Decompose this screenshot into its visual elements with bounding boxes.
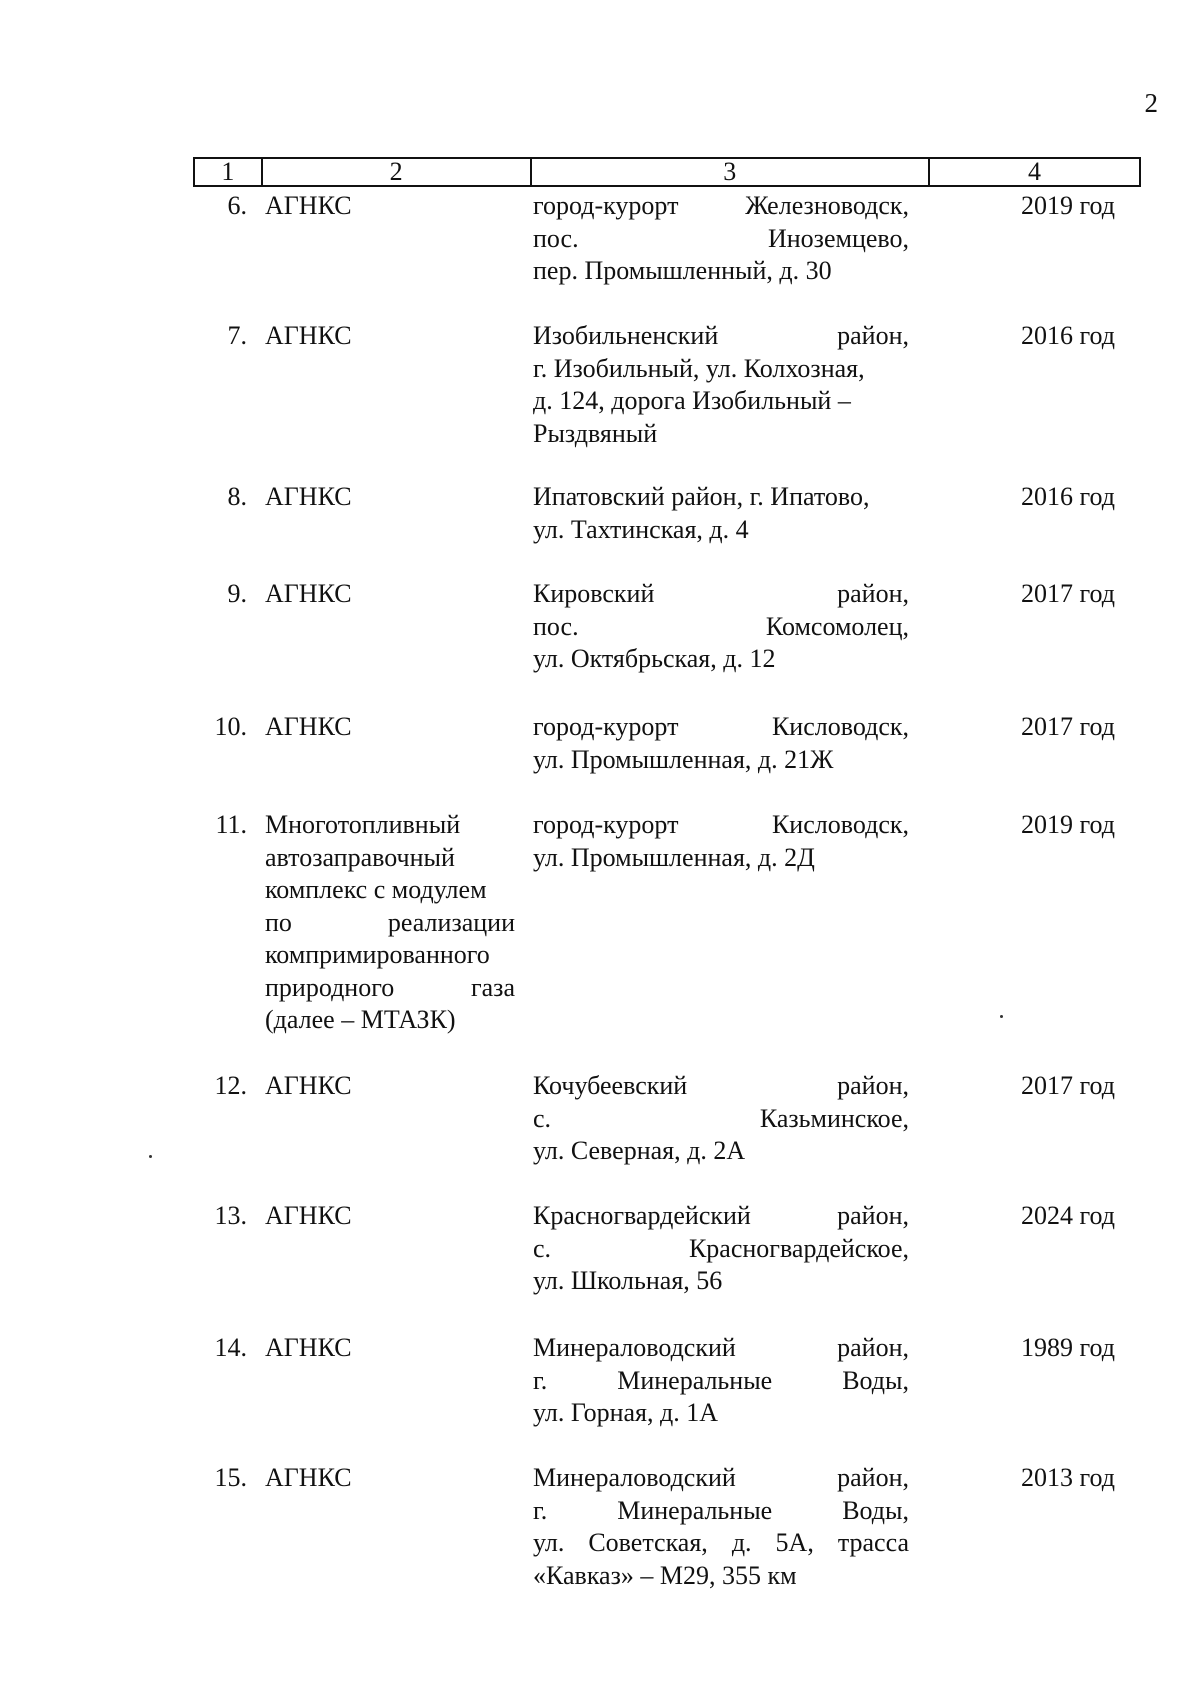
object-name-line: по реализации [265, 907, 515, 937]
address-word: район, [837, 1463, 909, 1492]
table-row [193, 809, 1151, 1037]
address-line [533, 1070, 909, 1103]
address-word: Красногвардейский [533, 1201, 751, 1230]
commissioning-year: 2013 год [1021, 1463, 1115, 1492]
address-word: район, [837, 321, 909, 350]
address-line [533, 190, 909, 223]
address-word: Изобильненский [533, 321, 719, 350]
scan-speck [149, 1155, 152, 1158]
address-word: ул. Северная, д. 2А [533, 1136, 746, 1165]
table-row [193, 190, 1151, 288]
object-name-line: АГНКС [265, 712, 352, 741]
address-line [533, 385, 909, 418]
object-address [515, 578, 915, 676]
address-word: Иноземцево, [767, 223, 909, 253]
address-line [533, 418, 909, 451]
address-word: Кисловодск, [771, 810, 909, 839]
object-name [259, 809, 515, 1037]
address-line [533, 1527, 909, 1560]
address-word: ул. Тахтинская, д. 4 [533, 514, 749, 544]
address-line [533, 1265, 909, 1298]
address-word: д. 124, дорога Изобильный – [533, 386, 851, 415]
table-row [193, 481, 1151, 546]
address-word: район, [837, 1333, 909, 1362]
commissioning-year: 2017 год [1021, 579, 1115, 608]
address-line [533, 1560, 909, 1593]
page-number: 2 [1144, 88, 1158, 118]
object-name-line: АГНКС [265, 191, 352, 220]
address-line [533, 481, 909, 514]
address-word: Минеральные [617, 1365, 773, 1395]
address-word: район, [837, 1071, 909, 1100]
header-col-1: 1 [221, 157, 235, 186]
object-name-line: АГНКС [265, 579, 352, 608]
address-word: 5А, [775, 1528, 814, 1557]
address-line [533, 223, 909, 256]
object-name-line: АГНКС [265, 1201, 352, 1230]
row-number: 13. [214, 1201, 247, 1230]
address-word: Минераловодский [533, 1463, 736, 1492]
address-line [533, 1397, 909, 1430]
address-word: Ипатовский район, г. Ипатово, [533, 482, 870, 511]
address-word: с. [533, 1233, 552, 1263]
object-name [259, 320, 515, 450]
address-word: Кисловодск, [771, 712, 909, 741]
address-word: район, [837, 1201, 909, 1230]
address-word: район, [837, 579, 909, 608]
address-word: Рыздвяный [533, 418, 658, 448]
address-word: ул. [533, 1528, 565, 1557]
address-line [533, 1462, 909, 1495]
commissioning-year: 2016 год [1021, 482, 1115, 511]
object-name [259, 1332, 515, 1430]
address-word: город-курорт [533, 810, 679, 839]
object-name-line: комплекс с модулем [265, 875, 487, 904]
header-col-2: 2 [261, 159, 530, 185]
object-name-line: природного газа [265, 972, 515, 1002]
commissioning-year: 2019 год [1021, 810, 1115, 839]
address-line [533, 514, 909, 547]
address-word: ул. Промышленная, д. 2Д [533, 842, 815, 872]
address-word: «Кавказ» – М29, 355 км [533, 1560, 797, 1590]
object-address [515, 1332, 915, 1430]
address-word: пос. [533, 223, 579, 253]
address-word: город-курорт [533, 191, 679, 220]
address-line [533, 353, 909, 386]
address-line [533, 611, 909, 644]
object-address [515, 190, 915, 288]
commissioning-year: 2019 год [1021, 191, 1115, 220]
address-word: с. [533, 1103, 552, 1133]
address-line [533, 744, 909, 777]
address-line [533, 1200, 909, 1233]
address-word: Железноводск, [745, 191, 909, 220]
address-line [533, 1233, 909, 1266]
object-name-line: Многотопливный [265, 810, 461, 839]
address-line [533, 1365, 909, 1398]
address-word: Кировский [533, 579, 655, 608]
table-row [193, 578, 1151, 676]
address-line [533, 711, 909, 744]
address-line [533, 1103, 909, 1136]
address-word: Кочубеевский [533, 1071, 688, 1100]
object-name-line: (далее – МТАЗК) [265, 1005, 456, 1034]
address-word: ул. Октябрьская, д. 12 [533, 644, 776, 673]
address-word: г. [533, 1495, 548, 1525]
row-number: 8. [227, 482, 247, 511]
address-word: Минераловодский [533, 1333, 736, 1362]
row-number: 7. [227, 321, 247, 350]
header-col-3: 3 [530, 159, 928, 185]
table-row [193, 320, 1151, 450]
address-line [533, 1495, 909, 1528]
address-line [533, 578, 909, 611]
row-number: 10. [214, 712, 247, 741]
object-name [259, 1200, 515, 1298]
address-line [533, 1332, 909, 1365]
table-header [193, 157, 1141, 187]
table-row [193, 1332, 1151, 1430]
object-name-line: автозаправочный [265, 842, 455, 872]
object-address [515, 1070, 915, 1168]
object-name-line: компримированного [265, 940, 490, 969]
object-name [259, 1070, 515, 1168]
header-col-4: 4 [928, 159, 1139, 185]
object-address [515, 809, 915, 1037]
address-line [533, 643, 909, 676]
address-word: пос. [533, 611, 579, 641]
address-word: Советская, [588, 1528, 708, 1557]
object-name-line: АГНКС [265, 1463, 352, 1492]
row-number: 14. [214, 1333, 247, 1362]
address-line [533, 320, 909, 353]
row-number: 15. [214, 1463, 247, 1492]
commissioning-year: 1989 год [1021, 1333, 1115, 1362]
address-word: г. [533, 1365, 548, 1395]
address-word: ул. Горная, д. 1А [533, 1398, 718, 1427]
commissioning-year: 2016 год [1021, 321, 1115, 350]
object-address [515, 320, 915, 450]
row-number: 11. [215, 810, 247, 839]
object-name [259, 1462, 515, 1592]
object-name-line: АГНКС [265, 1071, 352, 1100]
address-line [533, 1135, 909, 1168]
object-name [259, 711, 515, 776]
object-name-line: АГНКС [265, 1333, 352, 1362]
commissioning-year: 2024 год [1021, 1201, 1115, 1230]
address-line [533, 809, 909, 842]
object-address [515, 1200, 915, 1298]
address-word: Красногвардейское, [688, 1233, 909, 1263]
address-word: Минеральные [617, 1495, 773, 1525]
address-word: г. Изобильный, ул. Колхозная, [533, 353, 865, 383]
object-name [259, 578, 515, 676]
table-row [193, 711, 1151, 776]
row-number: 9. [227, 579, 247, 608]
address-word: Казьминское, [759, 1103, 909, 1133]
scan-speck [1000, 1015, 1003, 1018]
table-row [193, 1462, 1151, 1592]
object-address [515, 711, 915, 776]
address-line [533, 255, 909, 288]
address-word: Воды, [842, 1495, 909, 1525]
object-name [259, 190, 515, 288]
row-number: 6. [227, 191, 247, 220]
address-word: город-курорт [533, 712, 679, 741]
commissioning-year: 2017 год [1021, 1071, 1115, 1100]
address-line [533, 842, 909, 875]
address-word: д. [731, 1528, 752, 1557]
table-row [193, 1070, 1151, 1168]
address-word: ул. Промышленная, д. 21Ж [533, 744, 834, 774]
address-word: ул. Школьная, 56 [533, 1266, 723, 1295]
address-word: пер. Промышленный, д. 30 [533, 256, 832, 285]
row-number: 12. [214, 1071, 247, 1100]
object-name-line: АГНКС [265, 482, 352, 511]
object-address [515, 481, 915, 546]
address-word: Воды, [842, 1365, 909, 1395]
object-address [515, 1462, 915, 1592]
address-word: трасса [837, 1528, 909, 1557]
object-name-line: АГНКС [265, 321, 352, 350]
object-name [259, 481, 515, 546]
table-row [193, 1200, 1151, 1298]
commissioning-year: 2017 год [1021, 712, 1115, 741]
address-word: Комсомолец, [765, 611, 909, 641]
